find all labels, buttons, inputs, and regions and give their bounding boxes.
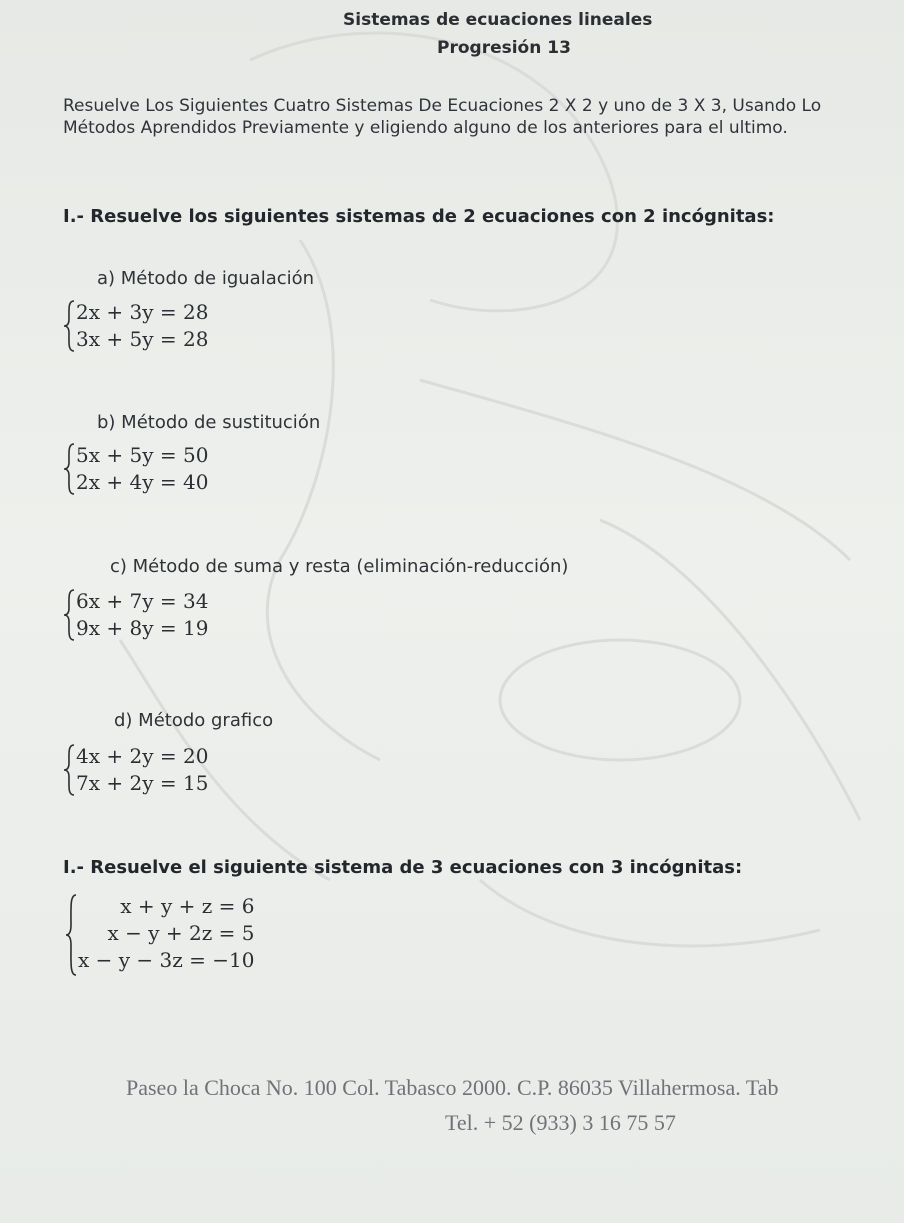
system-3x3 <box>64 893 254 977</box>
system-c <box>62 588 208 642</box>
equation: 2x + 4y = 40 <box>76 470 209 494</box>
method-d-label: d) Método grafico <box>114 710 274 731</box>
equation: 6x + 7y = 34 <box>76 589 209 613</box>
equation: 2x + 3y = 28 <box>76 300 209 324</box>
system-b <box>62 442 208 496</box>
page-title: Sistemas de ecuaciones lineales <box>343 10 653 30</box>
footer-address: Paseo la Choca No. 100 Col. Tabasco 2000. C.P. 86035 Villahermosa. Tab <box>126 1075 779 1100</box>
equation: x − y + 2z = 5 <box>107 921 255 945</box>
equation: x + y + z = 6 <box>120 894 255 918</box>
brace-icon <box>62 299 76 353</box>
page-subtitle: Progresión 13 <box>437 38 571 58</box>
method-a-label: a) Método de igualación <box>97 268 315 289</box>
equation: 7x + 2y = 15 <box>76 771 209 795</box>
section-1-heading: I.- Resuelve los siguientes sistemas de 2 ecuaciones con 2 incógnitas: <box>63 206 775 227</box>
equation: 3x + 5y = 28 <box>76 327 209 351</box>
equation: 5x + 5y = 50 <box>76 443 209 467</box>
brace-icon <box>64 893 78 977</box>
brace-icon <box>62 588 76 642</box>
brace-icon <box>62 442 76 496</box>
brace-icon <box>62 743 76 797</box>
footer-phone: Tel. + 52 (933) 3 16 75 57 <box>445 1110 676 1135</box>
equation: 4x + 2y = 20 <box>76 744 209 768</box>
system-d <box>62 743 208 797</box>
intro-line-1: Resuelve Los Siguientes Cuatro Sistemas De Ecuaciones 2 X 2 y uno de 3 X 3, Usando Lo <box>63 96 822 116</box>
method-c-label: c) Método de suma y resta (eliminación-reducción) <box>110 556 569 577</box>
intro-line-2: Métodos Aprendidos Previamente y eligiendo alguno de los anteriores para el ultimo. <box>63 118 788 138</box>
system-a <box>62 299 208 353</box>
equation: 9x + 8y = 19 <box>76 616 209 640</box>
method-b-label: b) Método de sustitución <box>97 412 321 433</box>
equation: x − y − 3z = −10 <box>78 948 255 972</box>
section-2-heading: I.- Resuelve el siguiente sistema de 3 ecuaciones con 3 incógnitas: <box>63 857 743 878</box>
